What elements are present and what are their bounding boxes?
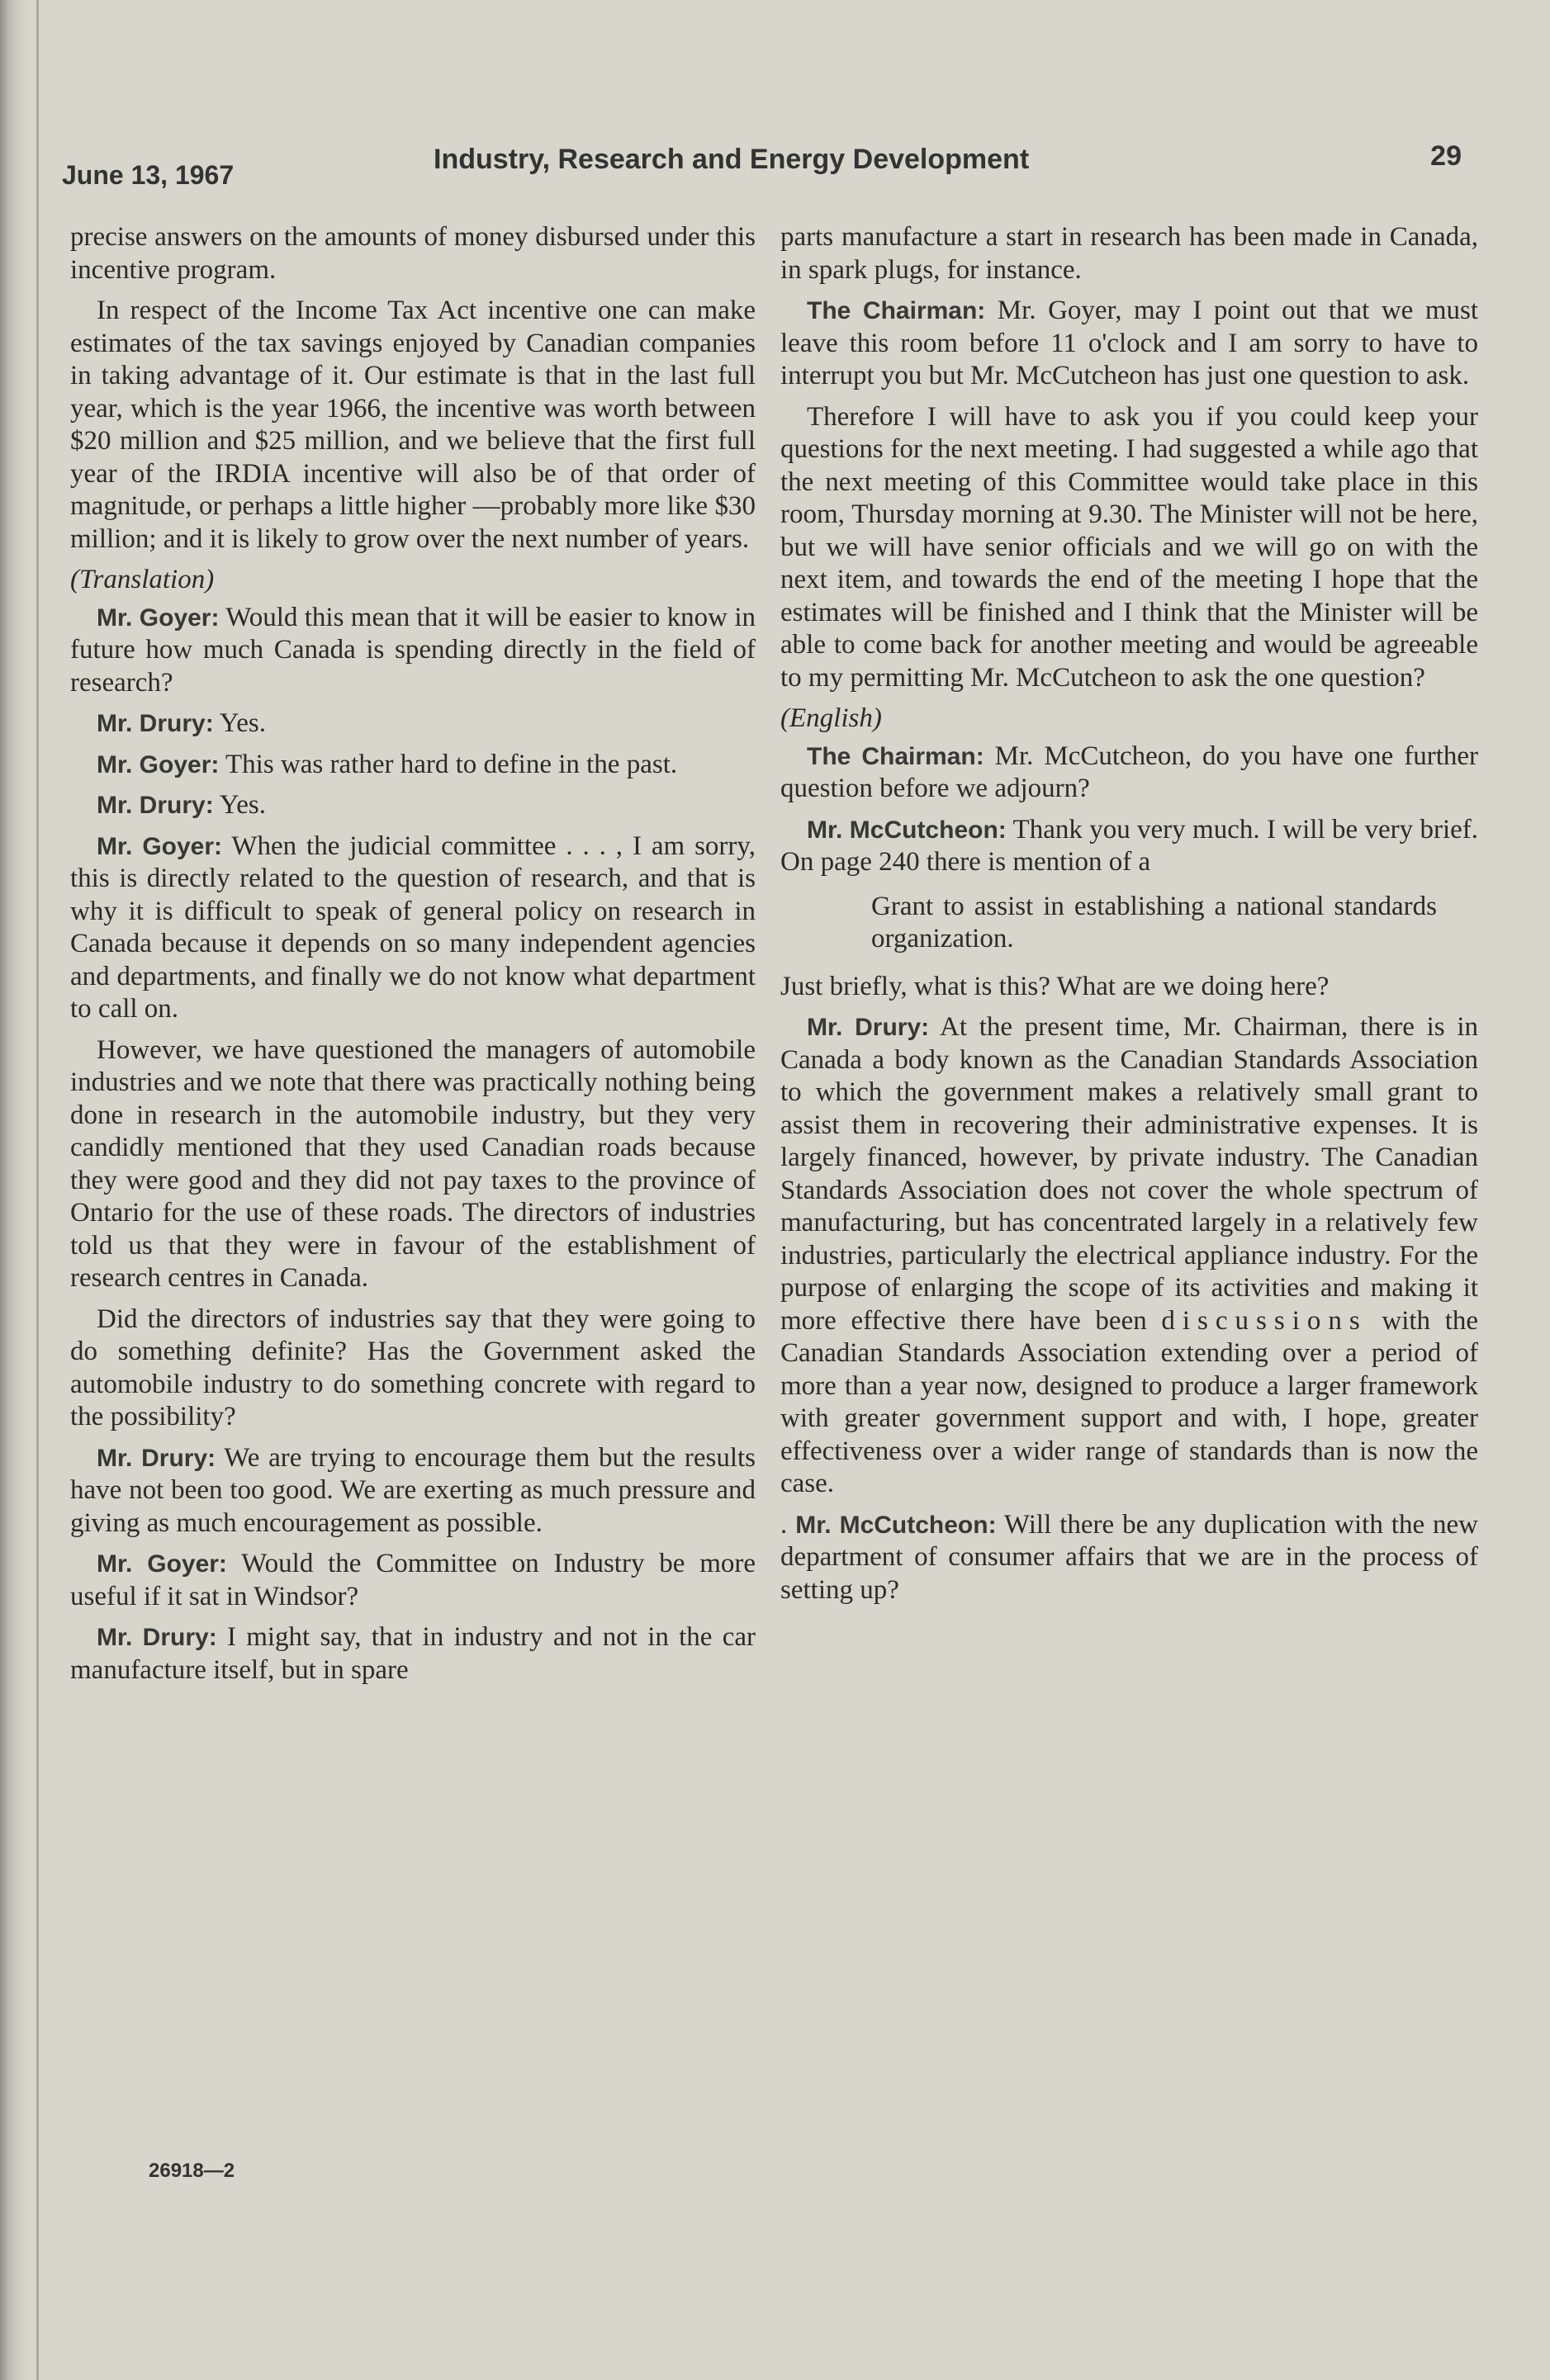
speech-text: At the present time, Mr. Chairman, there is in Canada a body known as the Canadian Standards Association to which the government makes a relatively small grant to assist them in recovering their administrative expenses. It is largely financed, however, by private industry. The Canadian Standards Association does not cover the whole spectrum of manufacturing, but has concentrated largely in a relatively few industries, particularly the electrical appliance industry. For the purpose of enlarging the scope of its activities and making it more effective there have been: [780, 1012, 1478, 1336]
speech-text: Thank you very much. I will be very brief. On page 240 there is mention of a: [780, 814, 1478, 877]
speech-text: Mr. McCutcheon, do you have one further question before we adjourn?: [780, 740, 1478, 803]
right-column: [780, 221, 1478, 1615]
header-date: June 13, 1967: [62, 160, 235, 190]
printer-code: 26918—2: [149, 2160, 235, 2182]
left-column: [70, 221, 756, 1695]
speech: [70, 602, 756, 700]
speech: [780, 1509, 1478, 1607]
speech: [780, 1011, 1478, 1501]
speech: [70, 1442, 756, 1540]
speech: [70, 707, 756, 740]
speaker-name: Mr. McCutcheon:: [807, 816, 1007, 844]
spaced-word: discussions: [1161, 1305, 1368, 1336]
speaker-name: Mr. McCutcheon:: [795, 1511, 997, 1539]
binding-line: [36, 0, 39, 2380]
speech: [780, 295, 1478, 393]
speech-text: Yes.: [213, 708, 266, 738]
speech: [780, 814, 1478, 879]
language-marker: (Translation): [70, 565, 215, 594]
paragraph: parts manufacture a start in research has been made in Canada, in spark plugs, for instance.: [780, 222, 1478, 285]
speaker-name: The Chairman:: [807, 742, 984, 770]
binding-edge: [0, 0, 28, 2380]
speaker-name: The Chairman:: [807, 297, 986, 324]
paragraph: Therefore I will have to ask you if you could keep your questions for the next meeting. I had suggested a while ago that the next meeting of this Committee would take place in this room, Thursday morning at 9.30. The Minister will not be here, but we will have senior officials and we will go on with the next item, and towards the end of the meeting I hope that the estimates will be finished and I think that the Minister will be able to come back for another meeting and would be agreeable to my permitting Mr. McCutcheon to ask the one question?: [780, 401, 1478, 693]
block-quote: Grant to assist in establishing a national standards organization.: [871, 891, 1437, 953]
speech-text: with the Canadian Standards Association extending over a period of more than a year now, designed to produce a larger framework with greater government support and with, I hope, greater effectiveness over a wider range of standards than is now the case.: [780, 1305, 1479, 1498]
speech-text: We are trying to encourage them but the results have not been too good. We are exerting as much pressure and giving as much encouragement as possible.: [70, 1442, 756, 1538]
speech: [780, 740, 1478, 806]
speech: [70, 789, 756, 822]
paragraph: precise answers on the amounts of money disbursed under this incentive program.: [70, 222, 756, 285]
paragraph: Did the directors of industries say that they were going to do something definite? Has the Government asked the automobile industry to do something concrete with regard to the possibility?: [70, 1304, 756, 1431]
speaker-name: Mr. Goyer:: [97, 832, 223, 860]
speech-text: Would the Committee on Industry be more useful if it sat in Windsor?: [70, 1549, 756, 1611]
speech: [70, 830, 756, 1026]
speech: [70, 749, 756, 782]
speech: [70, 1548, 756, 1613]
speech-text: Mr. Goyer, may I point out that we must leave this room before 11 o'clock and I am sorry to have to interrupt you but Mr. McCutcheon has just one question to ask.: [780, 296, 1479, 390]
speaker-name: Mr. Drury:: [97, 1444, 216, 1472]
page-header: [62, 140, 1470, 190]
speaker-name: Mr. Goyer:: [97, 1550, 227, 1578]
speaker-name: Mr. Drury:: [807, 1014, 930, 1041]
speaker-name: Mr. Drury:: [97, 710, 214, 737]
speech-text: When the judicial committee . . . , I am sorry, this is directly related to the question of research, and that is why it is difficult to speak of general policy on research in Canada because it depends on so many independent agencies and departments, and finally we do not know what department to call on.: [70, 830, 756, 1024]
speech: [70, 1621, 756, 1687]
stray-mark: .: [780, 1509, 796, 1540]
page-number: 29: [1430, 140, 1462, 172]
speech-text: Yes.: [213, 790, 266, 820]
paragraph: Just briefly, what is this? What are we doing here?: [780, 971, 1330, 1001]
speaker-name: Mr. Drury:: [97, 792, 214, 819]
paragraph: However, we have questioned the managers of automobile industries and we note that there was practically nothing being done in research in the automobile industry, but they very candidly mentioned that they used Canadian roads because they were good and they did not pay taxes to the province of Ontario for the use of these roads. The directors of industries told us that they were in favour of the establishment of research centres in Canada.: [70, 1034, 756, 1293]
speech-text: Will there be any duplication with the new department of consumer affairs that we are in the process of setting up?: [780, 1509, 1479, 1605]
paragraph: In respect of the Income Tax Act incentive one can make estimates of the tax savings enjoyed by Canadian companies in taking advantage of it. Our estimate is that in the last full year, which is the year 1966, the incentive was worth between $20 million and $25 million, and we believe that the first full year of the IRDIA incentive will also be of that order of magnitude, or perhaps a little higher —probably more like $30 million; and it is likely to grow over the next number of years.: [70, 296, 756, 554]
speaker-name: Mr. Goyer:: [97, 603, 220, 632]
speech-text: This was rather hard to define in the past.: [219, 749, 678, 779]
header-title: Industry, Research and Energy Development: [434, 144, 1030, 175]
language-marker: (English): [780, 703, 882, 733]
speaker-name: Mr. Drury:: [97, 1624, 217, 1651]
speech-text: I might say, that in industry and not in the car manufacture itself, but in spare: [70, 1622, 756, 1685]
speaker-name: Mr. Goyer:: [97, 750, 220, 778]
speech-text: Would this mean that it will be easier to know in future how much Canada is spending directly in the field of research?: [70, 602, 756, 698]
